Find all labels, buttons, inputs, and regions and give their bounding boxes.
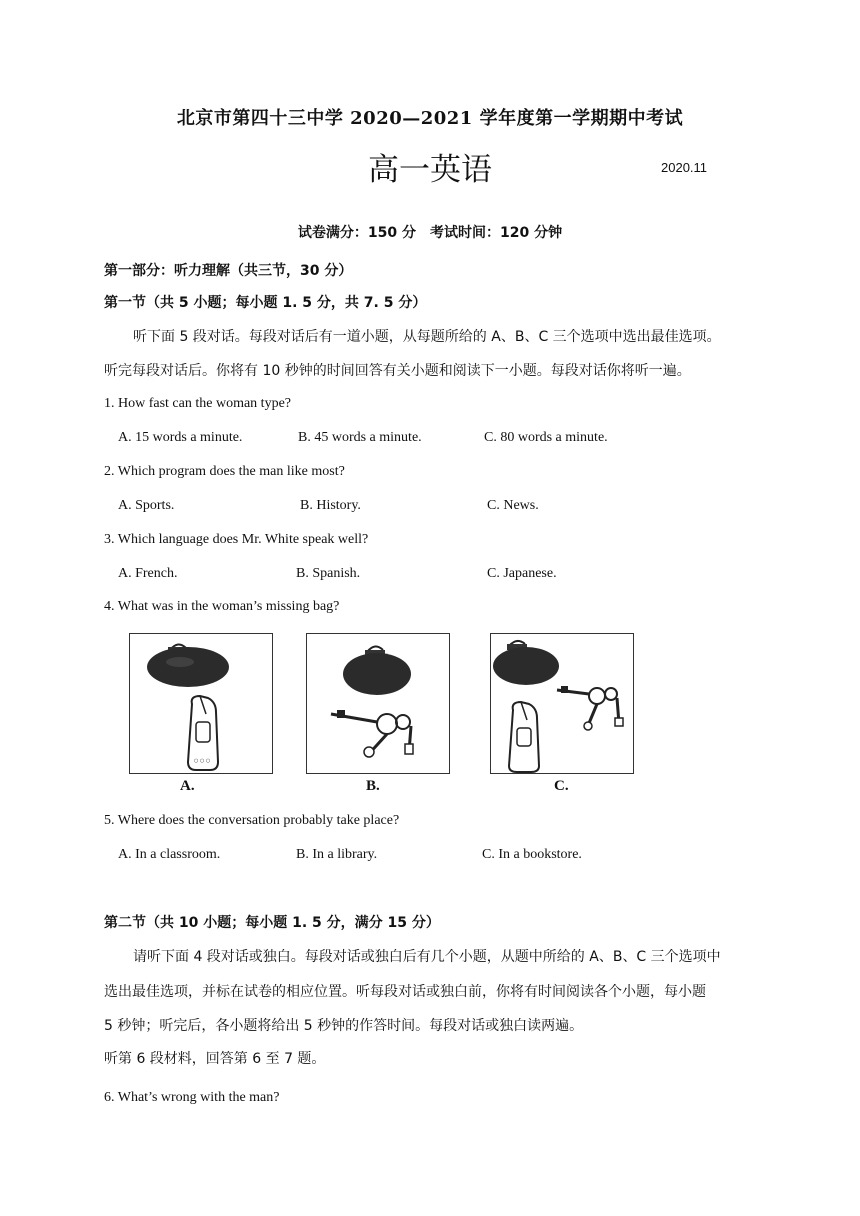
q4-picture-b — [306, 633, 450, 774]
exam-info: 试卷满分：150 分 考试时间：120 分钟 — [297, 225, 563, 241]
question-2: 2. Which program does the man like most? — [104, 464, 345, 479]
q3-option-a: A. French. — [118, 566, 178, 581]
exam-subject-title: 高一英语 — [368, 152, 492, 188]
q1-option-b: B. 45 words a minute. — [298, 430, 422, 445]
q1-option-a: A. 15 words a minute. — [118, 430, 243, 445]
section2-title: 第二节（共 10 小题；每小题 1. 5 分，满分 15 分） — [104, 915, 440, 931]
question-3: 3. Which language does Mr. White speak well? — [104, 532, 369, 547]
question-4: 4. What was in the woman’s missing bag? — [104, 599, 340, 614]
q3-option-c: C. Japanese. — [487, 566, 557, 581]
q2-option-c: C. News. — [487, 498, 539, 513]
q5-option-c: C. In a bookstore. — [482, 847, 582, 862]
section2-instructions-line3: 5 秒钟；听完后，各小题将给出 5 秒钟的作答时间。每段对话或独白读两遍。 — [104, 1018, 584, 1034]
section1-instructions-line1: 听下面 5 段对话。每段对话后有一道小题，从每题所给的 A、B、C 三个选项中选出最佳选项。 — [133, 329, 721, 345]
q1-option-c: C. 80 words a minute. — [484, 430, 608, 445]
question-1: 1. How fast can the woman type? — [104, 396, 291, 411]
bag-phone-keys-illustration — [491, 634, 633, 773]
q5-option-a: A. In a classroom. — [118, 847, 221, 862]
q2-option-b: B. History. — [300, 498, 361, 513]
q4-picture-c — [490, 633, 634, 774]
section1-title: 第一节（共 5 小题；每小题 1. 5 分，共 7. 5 分） — [104, 295, 427, 311]
q4-picture-a — [129, 633, 273, 774]
question-5: 5. Where does the conversation probably take place? — [104, 813, 400, 828]
exam-school-title: 北京市第四十三中学 2020—2021 学年度第一学期期中考试 — [176, 108, 684, 129]
q2-option-a: A. Sports. — [118, 498, 175, 513]
part1-title: 第一部分：听力理解（共三节，30 分） — [104, 263, 353, 279]
exam-date: 2020.11 — [661, 160, 708, 175]
question-6: 6. What’s wrong with the man? — [104, 1090, 280, 1105]
q4-picture-a-label: A. — [180, 778, 195, 794]
q4-picture-c-label: C. — [554, 778, 569, 794]
q4-picture-b-label: B. — [366, 778, 380, 794]
section2-material-note: 听第 6 段材料，回答第 6 至 7 题。 — [104, 1051, 326, 1067]
svg-text:○ ○ ○: ○ ○ ○ — [194, 758, 211, 764]
section2-instructions-line1: 请听下面 4 段对话或独白。每段对话或独白后有几个小题，从题中所给的 A、B、C 三个选项中 — [133, 949, 721, 965]
section1-instructions-line2: 听完每段对话后。你将有 10 秒钟的时间回答有关小题和阅读下一小题。每段对话你将听一遍。 — [104, 363, 691, 379]
bag-and-keys-illustration — [307, 634, 449, 773]
section2-instructions-line2: 选出最佳选项，并标在试卷的相应位置。听每段对话或独白前，你将有时间阅读各个小题，每小题 — [104, 984, 706, 1000]
q5-option-b: B. In a library. — [296, 847, 378, 862]
q3-option-b: B. Spanish. — [296, 566, 361, 581]
bag-and-phone-illustration — [130, 634, 272, 773]
